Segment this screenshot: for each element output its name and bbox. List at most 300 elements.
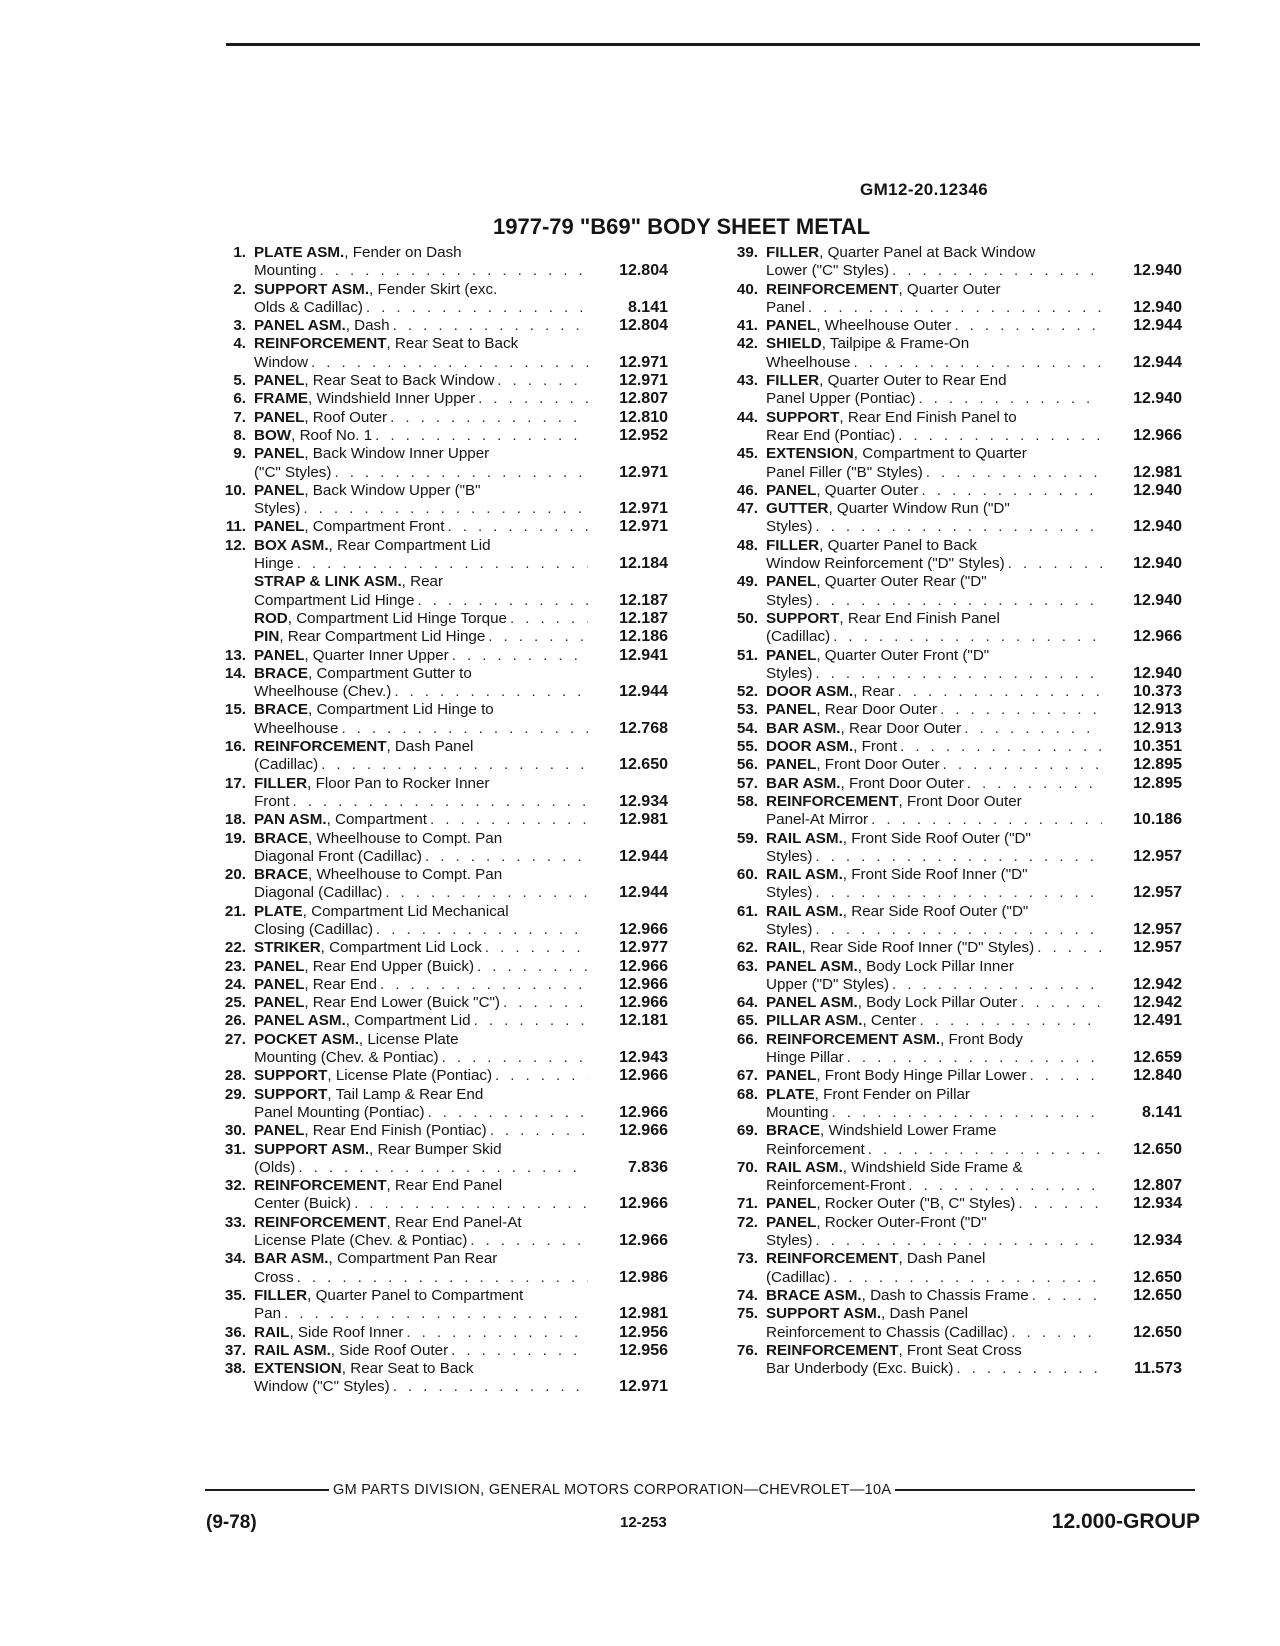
group-reference-number: 12.186 — [619, 628, 668, 646]
part-name-keyword: SUPPORT ASM. — [254, 1140, 370, 1158]
description-line — [766, 1086, 1102, 1104]
part-name-keyword: REINFORCEMENT — [254, 335, 387, 353]
part-name-detail: , Quarter Outer Rear ("D" — [816, 573, 987, 591]
description-line — [766, 903, 1102, 921]
description-line — [254, 921, 588, 939]
part-number: 40. — [736, 280, 758, 298]
dot-leader — [522, 1214, 588, 1232]
part-number: 64. — [736, 994, 758, 1012]
part-name-detail: , Rear Seat to Back — [341, 1360, 474, 1378]
part-name-continuation: Panel-At Mirror — [766, 811, 869, 829]
part-description — [766, 1012, 1102, 1030]
part-description — [766, 793, 1102, 830]
dot-leader — [414, 592, 588, 610]
part-number: 51. — [736, 646, 758, 664]
part-entry — [198, 1360, 668, 1397]
dot-leader — [953, 1360, 1102, 1378]
part-entry — [198, 390, 668, 408]
group-reference-number: 12.895 — [1133, 756, 1182, 774]
part-number: 49. — [736, 573, 758, 591]
description-line — [254, 555, 588, 573]
part-entry — [710, 903, 1182, 940]
part-name — [254, 1250, 497, 1268]
part-description — [766, 1250, 1102, 1287]
part-entry — [198, 482, 668, 519]
dot-leader — [473, 1360, 588, 1378]
part-name-detail: , Rear End Upper (Buick) — [304, 957, 475, 975]
dot-leader — [989, 647, 1102, 665]
part-description — [766, 372, 1102, 409]
part-name-detail: , Front Side Roof Outer ("D" — [842, 829, 1031, 847]
part-entry — [198, 903, 668, 940]
part-name — [766, 1012, 917, 1030]
group-reference-number: 12.940 — [1133, 262, 1182, 280]
dot-leader — [1031, 830, 1102, 848]
part-name — [766, 1159, 1023, 1177]
description-line — [254, 701, 588, 719]
dot-leader — [492, 1067, 588, 1085]
group-reference-number: 12.840 — [1133, 1067, 1182, 1085]
dot-leader — [915, 390, 1102, 408]
part-name-keyword: RAIL ASM. — [766, 866, 843, 884]
group-reference-number: 12.934 — [1133, 1232, 1182, 1250]
part-number: 33. — [224, 1213, 246, 1231]
description-line — [766, 884, 1102, 902]
description-line — [766, 299, 1102, 317]
part-name-keyword: BOW — [254, 426, 292, 444]
part-name — [766, 683, 895, 701]
part-name — [254, 1360, 473, 1378]
part-description — [254, 1122, 588, 1140]
part-number: 68. — [736, 1085, 758, 1103]
part-name-detail: , Rear End Finish Panel to — [839, 408, 1017, 426]
part-name-detail: , Compartment Front — [304, 518, 445, 536]
description-line — [254, 1287, 588, 1305]
dot-leader — [372, 427, 588, 445]
dot-leader — [474, 958, 588, 976]
part-name — [766, 317, 951, 335]
part-name-keyword: BRACE ASM. — [766, 1286, 862, 1304]
group-reference-number: 12.187 — [619, 591, 668, 609]
part-entry — [710, 830, 1182, 867]
part-name — [766, 1122, 996, 1140]
part-name-detail: , Windshield Lower Frame — [820, 1122, 997, 1140]
description-line — [254, 482, 588, 500]
description-line — [254, 683, 588, 701]
description-line — [254, 427, 588, 445]
description-line — [766, 665, 1102, 683]
part-number: 59. — [736, 829, 758, 847]
part-description — [766, 409, 1102, 446]
part-name-continuation: License Plate (Chev. & Pontiac) — [254, 1232, 468, 1250]
part-entry — [198, 1086, 668, 1123]
part-name-keyword: PANEL ASM. — [766, 994, 858, 1012]
part-description — [766, 573, 1102, 610]
part-name — [254, 390, 475, 408]
part-name — [254, 518, 444, 536]
part-name-detail: , Side Roof Outer — [330, 1341, 449, 1359]
group-reference-number: 12.941 — [619, 646, 668, 664]
dot-leader — [897, 738, 1102, 756]
part-name-continuation: Wheelhouse — [766, 353, 851, 371]
part-name-continuation: Bar Underbody (Exc. Buick) — [766, 1360, 954, 1378]
description-line — [766, 1324, 1102, 1342]
group-reference-number: 12.940 — [1133, 390, 1182, 408]
part-name-detail: , Roof No. 1 — [291, 426, 373, 444]
description-line — [254, 354, 588, 372]
part-number: 57. — [736, 774, 758, 792]
part-number: 74. — [736, 1286, 758, 1304]
part-number: 46. — [736, 481, 758, 499]
description-line — [766, 390, 1102, 408]
part-entry — [710, 939, 1182, 957]
part-description — [766, 939, 1102, 957]
part-name-continuation: Panel Mounting (Pontiac) — [254, 1103, 425, 1121]
dot-leader — [523, 1287, 588, 1305]
part-name-keyword: SUPPORT — [766, 408, 840, 426]
group-reference-number: 12.650 — [1133, 1140, 1182, 1158]
footer-division: GM PARTS DIVISION, GENERAL MOTORS CORPORATION—CHEVROLET—10A — [333, 1482, 892, 1498]
part-name — [254, 1086, 483, 1104]
part-description — [254, 335, 588, 372]
part-name — [766, 1342, 1022, 1360]
part-entry — [710, 1067, 1182, 1085]
group-reference-number: 12.966 — [619, 1232, 668, 1250]
part-description — [766, 335, 1102, 372]
part-entry — [198, 1141, 668, 1178]
part-number: 10. — [224, 481, 246, 499]
part-description — [766, 1159, 1102, 1196]
part-number: 62. — [736, 939, 758, 957]
part-number: 39. — [736, 244, 758, 261]
part-entry — [710, 994, 1182, 1012]
description-line — [766, 555, 1102, 573]
group-reference-number: 12.966 — [619, 957, 668, 975]
dot-leader — [1034, 939, 1102, 957]
group-reference-number: 12.981 — [619, 811, 668, 829]
dot-leader — [391, 683, 588, 701]
part-name-detail: , Rear End Lower (Buick "C") — [304, 994, 500, 1012]
part-entry — [198, 701, 668, 738]
part-entry — [710, 793, 1182, 830]
part-name-detail: , Rear Bumper Skid — [369, 1140, 502, 1158]
description-line — [766, 1232, 1102, 1250]
part-name — [254, 939, 482, 957]
description-line — [254, 537, 588, 555]
part-description — [766, 647, 1102, 684]
part-entry — [198, 1250, 668, 1287]
part-name-detail: , Rear Seat to Back Window — [304, 372, 495, 390]
part-number: 18. — [224, 811, 246, 829]
dot-leader — [1017, 994, 1102, 1012]
description-line — [254, 811, 588, 829]
part-name-detail: , Windshield Inner Upper — [308, 390, 476, 408]
part-name-keyword: FILLER — [254, 1286, 308, 1304]
description-line — [766, 939, 1102, 957]
part-name-detail: , Fender Skirt (exc. — [369, 280, 498, 298]
part-name — [254, 1342, 448, 1360]
dot-leader — [472, 665, 588, 683]
dot-leader — [1022, 793, 1102, 811]
dot-leader — [889, 976, 1102, 994]
description-line — [766, 482, 1102, 500]
description-line — [766, 756, 1102, 774]
part-number: 5. — [233, 372, 246, 390]
part-name-continuation: Mounting — [766, 1103, 829, 1121]
group-reference-number: 12.942 — [1133, 994, 1182, 1012]
group-reference-number: 12.971 — [619, 1378, 668, 1396]
part-entry — [198, 958, 668, 976]
part-name-continuation: Styles) — [766, 518, 813, 536]
part-entry — [198, 1214, 668, 1251]
part-name-continuation: Styles) — [766, 1232, 813, 1250]
part-description — [766, 1287, 1102, 1305]
part-number: 28. — [224, 1067, 246, 1085]
part-name-detail: , Quarter Outer to Rear End — [819, 372, 1007, 390]
description-line — [766, 445, 1102, 463]
part-description — [254, 1250, 588, 1287]
part-entry — [710, 1195, 1182, 1213]
group-reference-number: 12.971 — [619, 463, 668, 481]
part-entry — [198, 647, 668, 665]
part-entry — [710, 1122, 1182, 1159]
part-name-continuation: Mounting (Chev. & Pontiac) — [254, 1049, 439, 1067]
part-name-detail: , Rocker Outer-Front ("D" — [816, 1213, 987, 1231]
part-name — [766, 1031, 1023, 1049]
group-reference-number: 12.184 — [619, 555, 668, 573]
group-reference-number: 12.952 — [619, 426, 668, 444]
part-name-continuation: (Cadillac) — [766, 628, 831, 646]
part-number: 75. — [736, 1305, 758, 1323]
part-name-detail: , Tailpipe & Frame-On — [821, 335, 970, 353]
part-number: 4. — [233, 335, 246, 353]
dot-leader — [462, 244, 588, 262]
group-reference-number: 12.957 — [1133, 884, 1182, 902]
part-number: 36. — [224, 1323, 246, 1341]
part-description — [254, 775, 588, 812]
group-reference-number: 11.573 — [1133, 1360, 1182, 1378]
parts-column-right — [710, 244, 1182, 1378]
part-number: 32. — [224, 1177, 246, 1195]
description-line — [254, 1104, 588, 1122]
part-name — [766, 244, 1035, 262]
dot-leader — [373, 921, 588, 939]
part-number: 61. — [736, 902, 758, 920]
part-description — [254, 244, 588, 281]
part-name-keyword: PANEL — [766, 646, 817, 664]
description-line — [766, 573, 1102, 591]
part-name-detail: , Quarter Panel at Back Window — [819, 244, 1036, 261]
description-line — [766, 701, 1102, 719]
part-name-continuation: Closing (Cadillac) — [254, 920, 374, 938]
group-reference-number: 12.187 — [619, 609, 668, 627]
part-name-continuation: Diagonal Front (Cadillac) — [254, 847, 422, 865]
part-name-keyword: PLATE — [254, 902, 303, 920]
dot-leader — [331, 464, 588, 482]
group-reference-number: 12.966 — [619, 920, 668, 938]
part-name-detail: , Body Lock Pillar Outer — [857, 994, 1018, 1012]
dot-leader — [812, 848, 1102, 866]
part-number: 47. — [736, 500, 758, 518]
part-number: 24. — [224, 975, 246, 993]
dot-leader — [490, 775, 589, 793]
part-description — [254, 537, 588, 574]
part-description — [254, 976, 588, 994]
description-line — [254, 518, 588, 536]
group-reference-number: 10.373 — [1133, 683, 1182, 701]
part-name — [766, 445, 1027, 463]
part-name-keyword: SUPPORT — [254, 1085, 328, 1103]
part-name — [766, 482, 919, 500]
group-reference-number: 12.491 — [1133, 1012, 1182, 1030]
dot-leader — [1015, 1195, 1102, 1213]
part-name — [254, 1031, 459, 1049]
description-line — [766, 1195, 1102, 1213]
description-line — [766, 1067, 1102, 1085]
part-number: 76. — [736, 1341, 758, 1359]
dot-leader — [969, 335, 1102, 353]
part-name — [766, 573, 987, 591]
part-number: 6. — [233, 390, 246, 408]
part-name — [254, 775, 490, 793]
part-number: 14. — [224, 664, 246, 682]
dot-leader — [491, 537, 588, 555]
part-name — [254, 866, 502, 884]
description-line — [254, 1269, 588, 1287]
description-line — [254, 720, 588, 738]
part-name-detail: , Rear — [401, 573, 444, 591]
part-name-keyword: PANEL — [254, 1122, 305, 1140]
part-name-detail: , Compartment Lid Lock — [320, 939, 482, 957]
part-entry — [198, 335, 668, 372]
part-entry — [198, 994, 668, 1012]
dot-leader — [844, 1049, 1102, 1067]
part-entry — [198, 628, 668, 646]
part-number: 13. — [224, 646, 246, 664]
part-name-continuation: Reinforcement to Chassis (Cadillac) — [766, 1323, 1009, 1341]
part-name-continuation: Window ("C" Styles) — [254, 1378, 390, 1396]
part-description — [254, 482, 588, 519]
dot-leader — [443, 573, 588, 591]
description-line — [766, 409, 1102, 427]
part-entry — [198, 1287, 668, 1324]
part-name-continuation: ("C" Styles) — [254, 463, 332, 481]
description-line — [254, 775, 588, 793]
group-reference-number: 12.807 — [1133, 1177, 1182, 1195]
part-name-keyword: PANEL ASM. — [766, 957, 858, 975]
dot-leader — [459, 1031, 588, 1049]
dot-leader — [996, 1122, 1102, 1140]
description-line — [766, 793, 1102, 811]
description-line — [766, 738, 1102, 756]
part-entry — [198, 281, 668, 318]
description-line — [254, 1250, 588, 1268]
part-name-continuation: Styles) — [766, 884, 813, 902]
dot-leader — [905, 1177, 1102, 1195]
part-number: 26. — [224, 1012, 246, 1030]
part-entry — [710, 244, 1182, 281]
part-number: 58. — [736, 792, 758, 810]
group-reference-number: 12.659 — [1133, 1049, 1182, 1067]
dot-leader — [294, 1269, 588, 1287]
dot-leader — [473, 738, 588, 756]
description-line — [254, 1049, 588, 1067]
part-name-keyword: PAN ASM. — [254, 811, 327, 829]
part-entry — [198, 409, 668, 427]
description-line — [254, 1195, 588, 1213]
part-name — [254, 372, 494, 390]
description-line — [254, 1232, 588, 1250]
description-line — [254, 756, 588, 774]
dot-leader — [489, 445, 588, 463]
part-number: 23. — [224, 957, 246, 975]
part-name-detail: , Compartment Lid Mechanical — [302, 902, 509, 920]
part-name-detail: , Center — [862, 1012, 917, 1030]
group-reference-number: 12.804 — [619, 262, 668, 280]
part-name-keyword: BAR ASM. — [254, 1250, 329, 1268]
part-name-detail: , Dash Panel — [881, 1305, 969, 1323]
description-line — [766, 354, 1102, 372]
part-name-keyword: PANEL — [254, 975, 305, 993]
group-reference-number: 12.650 — [1133, 1286, 1182, 1304]
part-name-continuation: Rear End (Pontiac) — [766, 426, 896, 444]
dot-leader — [318, 756, 588, 774]
part-name-detail: , License Plate (Pontiac) — [327, 1067, 493, 1085]
part-name-keyword: EXTENSION — [254, 1360, 342, 1378]
part-name-keyword: FILLER — [766, 244, 820, 261]
dot-leader — [812, 518, 1102, 536]
part-description — [254, 1214, 588, 1251]
group-reference-number: 12.944 — [1133, 353, 1182, 371]
part-number: 30. — [224, 1122, 246, 1140]
part-name — [254, 665, 472, 683]
part-description — [254, 811, 588, 829]
part-number: 25. — [224, 994, 246, 1012]
part-name-keyword: EXTENSION — [766, 445, 854, 463]
part-name-continuation: Panel — [766, 298, 805, 316]
part-name — [254, 610, 507, 628]
description-line — [766, 811, 1102, 829]
part-name-keyword: PANEL ASM. — [254, 1012, 346, 1030]
part-name-keyword: BAR ASM. — [766, 719, 841, 737]
description-line — [254, 866, 588, 884]
part-name-detail: , Rear End — [304, 975, 377, 993]
dot-leader — [289, 793, 588, 811]
dot-leader — [970, 1086, 1102, 1104]
dot-leader — [475, 390, 588, 408]
part-name-continuation: (Cadillac) — [766, 1268, 831, 1286]
part-entry — [710, 1250, 1182, 1287]
part-name-detail: , Dash to Chassis Frame — [861, 1286, 1029, 1304]
part-name — [766, 903, 1028, 921]
description-line — [766, 775, 1102, 793]
dot-leader — [281, 1305, 588, 1323]
part-description — [766, 994, 1102, 1012]
part-description — [254, 738, 588, 775]
part-entry — [198, 775, 668, 812]
description-line — [766, 372, 1102, 390]
dot-leader — [449, 647, 588, 665]
part-entry — [198, 939, 668, 957]
description-line — [254, 903, 588, 921]
description-line — [254, 409, 588, 427]
description-line — [254, 372, 588, 390]
part-name-detail: , Quarter Panel to Compartment — [307, 1286, 524, 1304]
description-line — [254, 738, 588, 756]
part-number: 38. — [224, 1360, 246, 1378]
part-description — [766, 610, 1102, 647]
part-name — [766, 372, 1007, 390]
